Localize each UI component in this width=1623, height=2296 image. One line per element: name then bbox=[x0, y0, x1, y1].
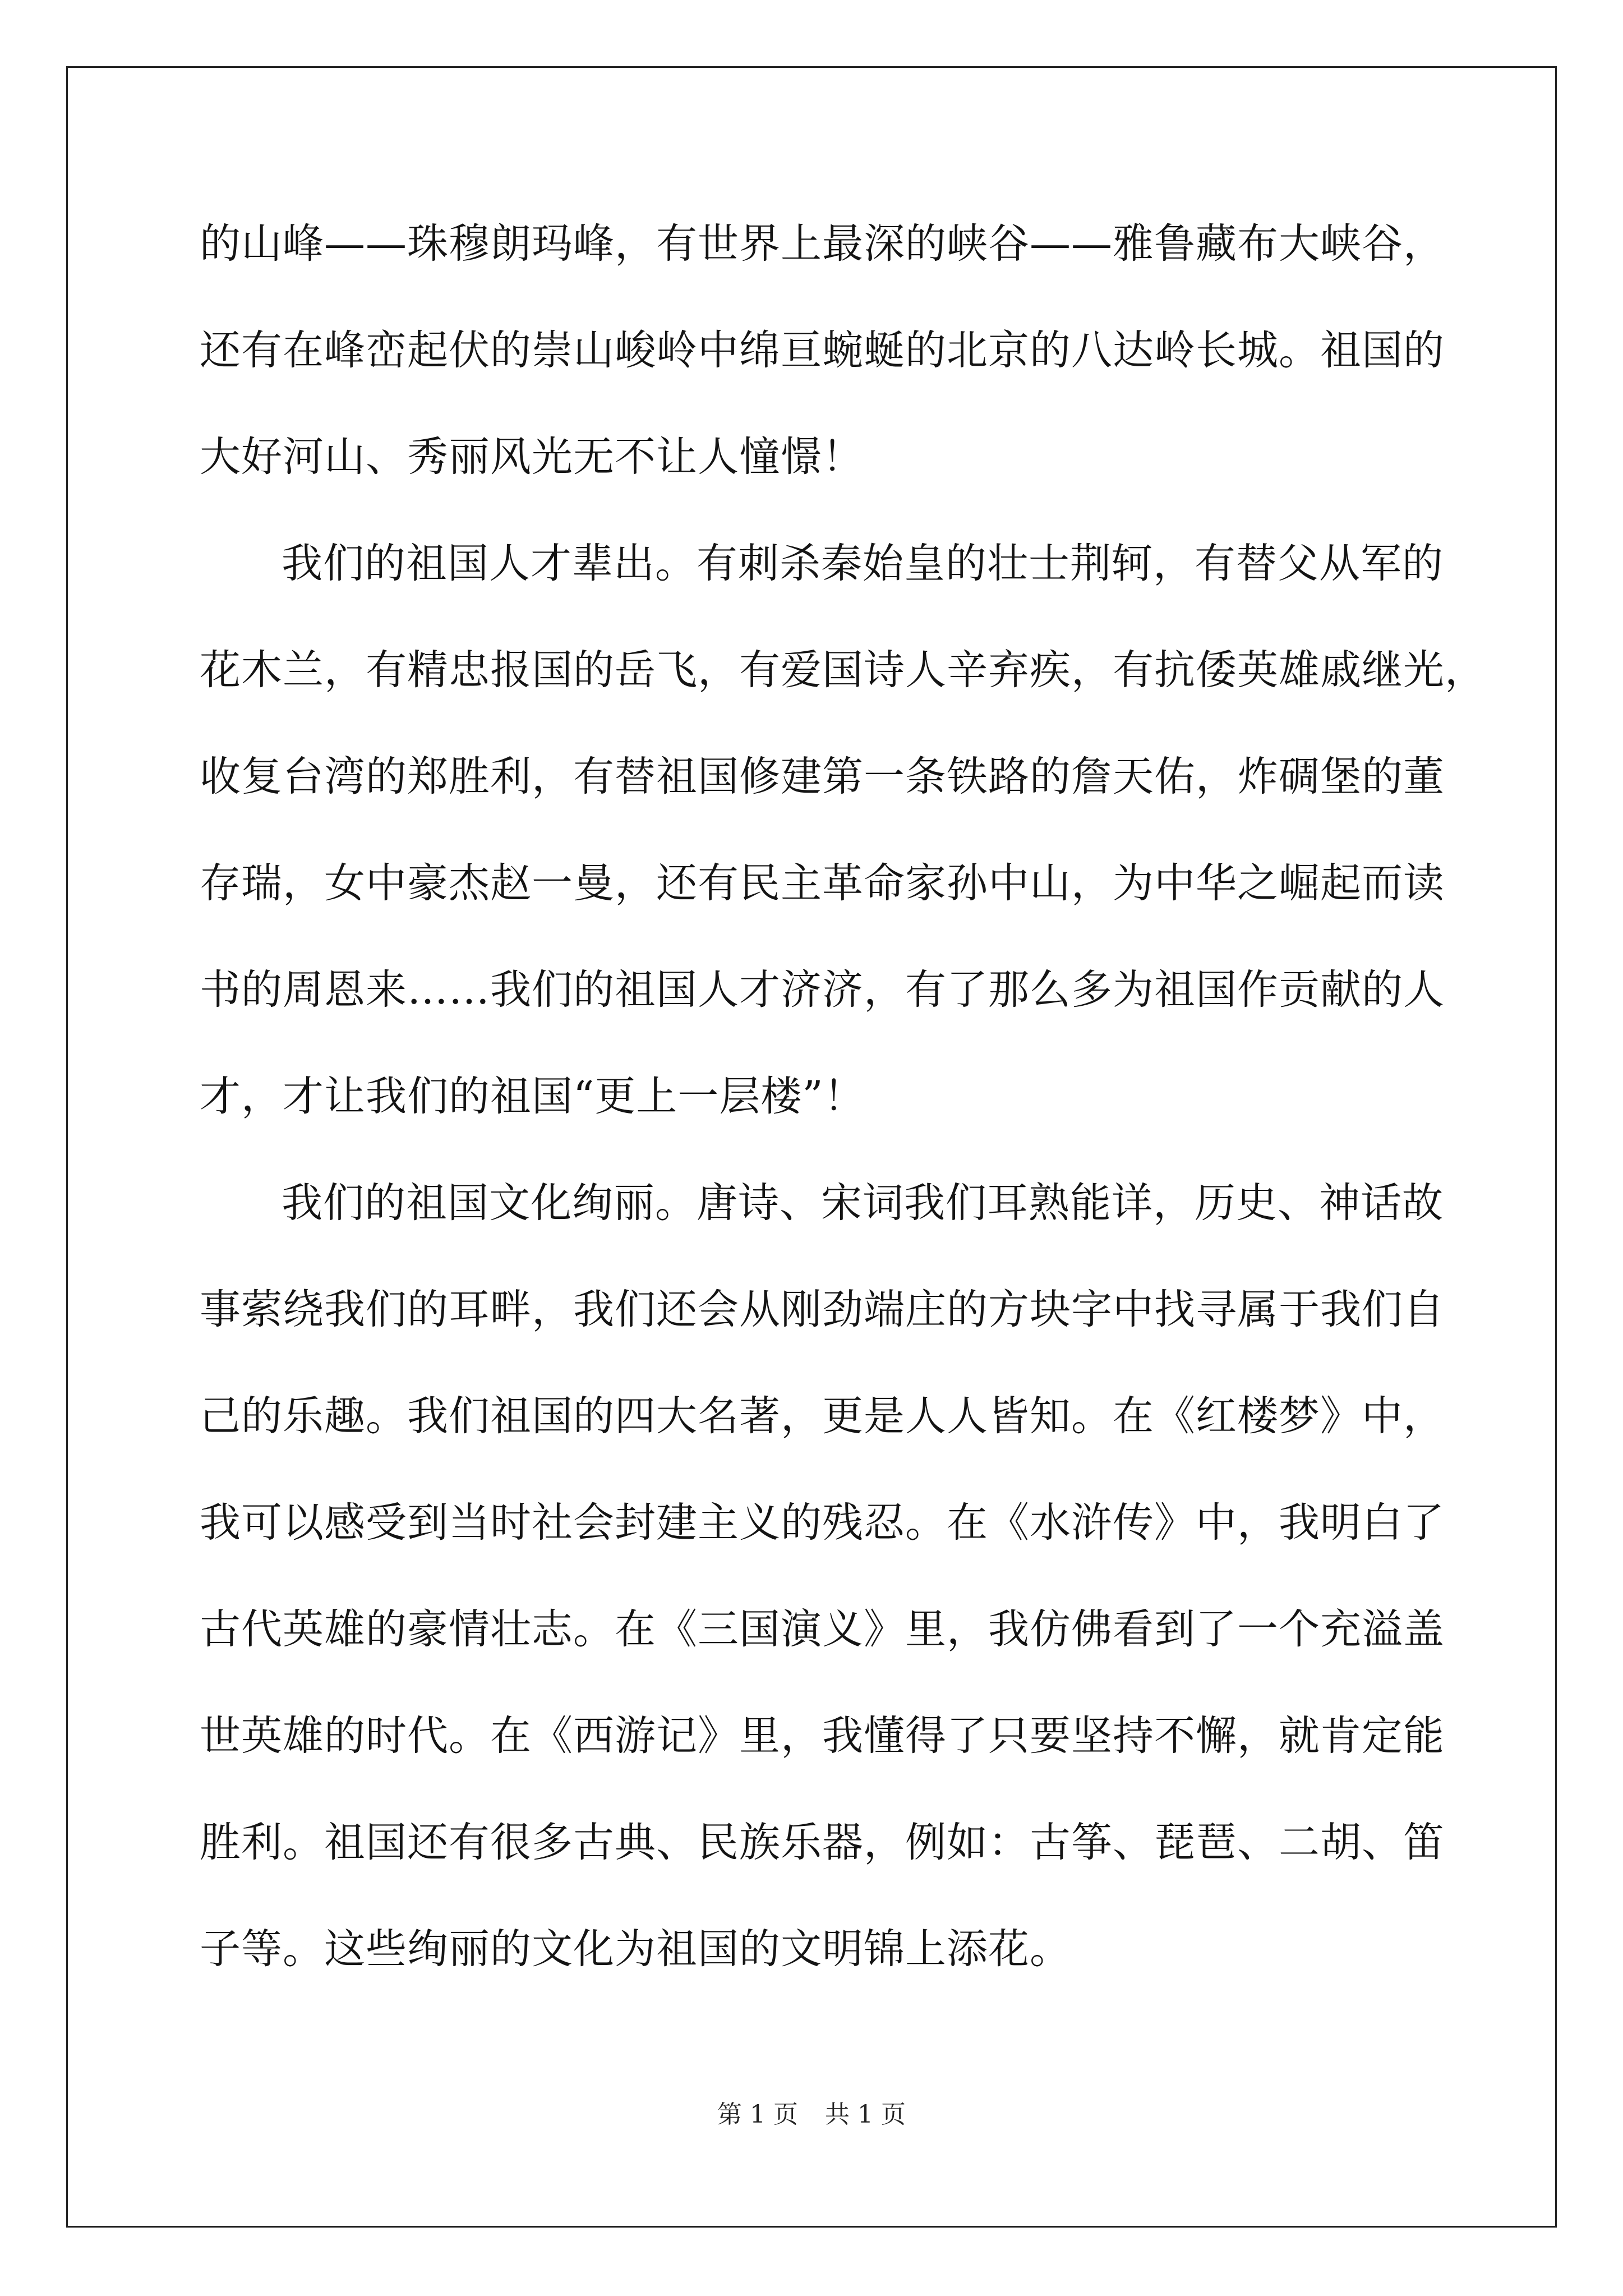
text-line-9: 才，才让我们的祖国“更上一层楼”！ bbox=[200, 1073, 865, 1120]
page-number: 第 1 页 bbox=[717, 2100, 798, 2129]
text-line-13: 我可以感受到当时社会封建主义的残忍。在《水浒传》中，我明白了 bbox=[200, 1499, 1445, 1547]
text-line-4: 我们的祖国人才辈出。有刺杀秦始皇的壮士荆轲，有替父从军的 bbox=[282, 540, 1444, 587]
text-line-11: 事萦绕我们的耳畔，我们还会从刚劲端庄的方块字中找寻属于我们自 bbox=[200, 1286, 1445, 1333]
page-total: 共 1 页 bbox=[825, 2100, 906, 2129]
document-body bbox=[200, 202, 1486, 2014]
text-line-5: 花木兰，有精忠报国的岳飞，有爱国诗人辛弃疾，有抗倭英雄戚继光， bbox=[200, 646, 1486, 694]
text-line-17: 子等。这些绚丽的文化为祖国的文明锦上添花。 bbox=[200, 1925, 1071, 1973]
text-line-15: 世英雄的时代。在《西游记》里，我懂得了只要坚持不懈，就肯定能 bbox=[200, 1712, 1445, 1760]
text-line-2: 还有在峰峦起伏的崇山峻岭中绵亘蜿蜒的北京的八达岭长城。祖国的 bbox=[200, 326, 1445, 374]
text-line-16: 胜利。祖国还有很多古典、民族乐器，例如：古筝、琵琶、二胡、笛 bbox=[200, 1819, 1445, 1866]
text-line-8: 书的周恩来……我们的祖国人才济济，有了那么多为祖国作贡献的人 bbox=[200, 966, 1445, 1014]
page-footer bbox=[0, 2098, 1623, 2132]
text-line-7: 存瑞，女中豪杰赵一曼，还有民主革命家孙中山，为中华之崛起而读 bbox=[200, 859, 1445, 907]
text-line-1: 的山峰——珠穆朗玛峰，有世界上最深的峡谷——雅鲁藏布大峡谷， bbox=[200, 220, 1445, 268]
text-line-14: 古代英雄的豪情壮志。在《三国演义》里，我仿佛看到了一个充溢盖 bbox=[200, 1605, 1445, 1653]
text-line-6: 收复台湾的郑胜利，有替祖国修建第一条铁路的詹天佑，炸碉堡的董 bbox=[200, 753, 1445, 800]
text-line-10: 我们的祖国文化绚丽。唐诗、宋词我们耳熟能详，历史、神话故 bbox=[282, 1179, 1444, 1227]
text-line-12: 己的乐趣。我们祖国的四大名著，更是人人皆知。在《红楼梦》中， bbox=[200, 1392, 1445, 1440]
text-line-3: 大好河山、秀丽风光无不让人憧憬！ bbox=[200, 433, 864, 481]
